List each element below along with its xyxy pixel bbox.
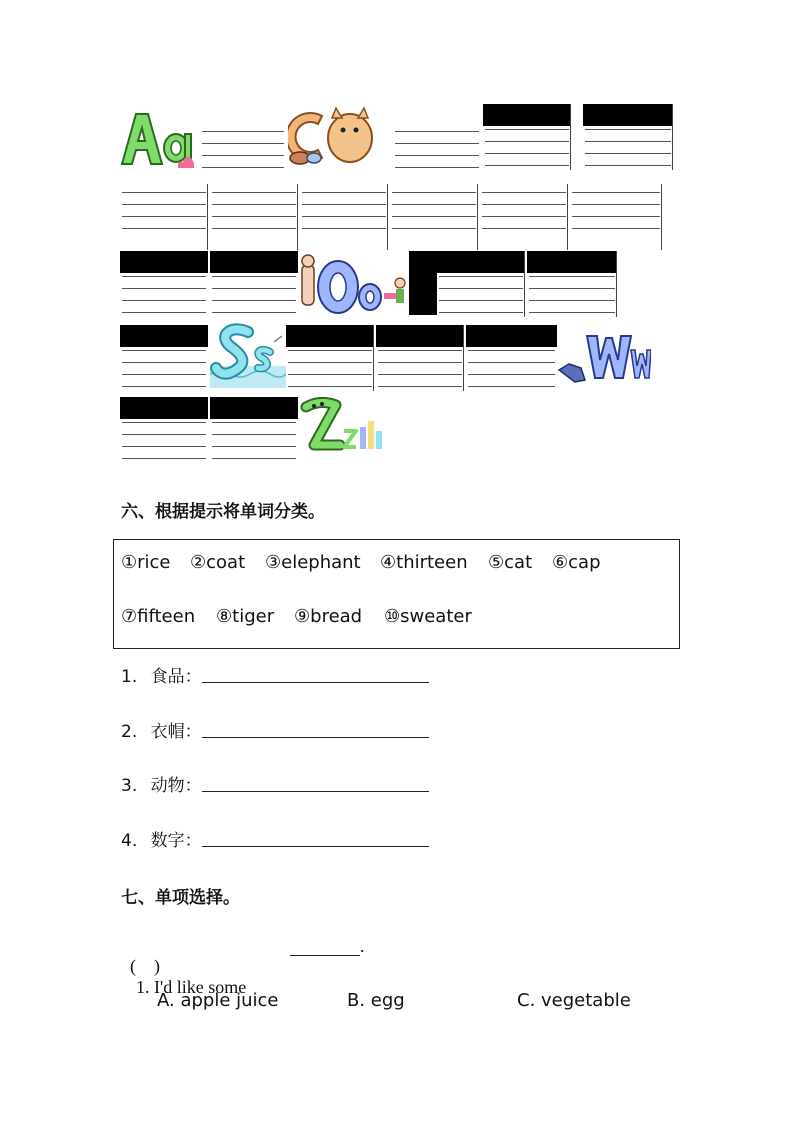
category-row: [121, 717, 202, 742]
category-number: 4.: [121, 831, 138, 851]
option-b[interactable]: B. egg: [347, 990, 405, 1011]
answer-blank[interactable]: [202, 737, 429, 738]
grid-cell: [210, 251, 298, 317]
category-number: 3.: [121, 776, 138, 796]
grid-cell: [120, 184, 208, 250]
category-number: 2.: [121, 722, 138, 742]
grid-cell: [437, 251, 525, 317]
grid-cell: [376, 325, 464, 391]
category-label: 动物：: [150, 776, 202, 796]
letter-s-picture: [210, 322, 286, 388]
answer-blank[interactable]: [202, 846, 429, 847]
answer-blank[interactable]: [202, 682, 429, 683]
letter-w-picture: [557, 326, 651, 386]
grid-cell: [527, 251, 617, 317]
category-label: 衣帽：: [150, 722, 202, 742]
word-item: ④thirteen: [380, 552, 468, 573]
question-end: .: [360, 936, 365, 956]
grid-cell: [583, 104, 673, 170]
word-item: ②coat: [190, 552, 246, 573]
section-6-title: 六、根据提示将单词分类。: [121, 502, 325, 522]
question-1: [121, 935, 246, 998]
category-label: 食品：: [150, 667, 202, 687]
question-blank[interactable]: [290, 955, 360, 956]
word-item: ⑩sweater: [384, 606, 472, 627]
word-item: ⑨bread: [294, 606, 363, 627]
category-row: [121, 826, 202, 851]
category-row: [121, 662, 202, 687]
grid-cell: [210, 184, 298, 250]
word-item: ⑧tiger: [216, 606, 275, 627]
word-item: ⑦fifteen: [121, 606, 196, 627]
black-block: [409, 251, 437, 315]
grid-cell: [570, 184, 662, 250]
grid-cell: [120, 397, 208, 463]
letter-c-picture: [288, 106, 376, 166]
word-item: ⑤cat: [488, 552, 533, 573]
word-bank-box: [113, 539, 680, 649]
grid-cell: [200, 123, 286, 189]
grid-cell: [466, 325, 557, 391]
category-number: 1.: [121, 667, 138, 687]
grid-cell: [210, 397, 298, 463]
grid-cell: [480, 184, 568, 250]
grid-cell: [120, 325, 208, 391]
category-row: [121, 771, 202, 796]
category-label: 数字：: [150, 831, 202, 851]
letter-a-picture: [118, 108, 200, 172]
grid-cell: [300, 184, 388, 250]
letter-z-picture: [300, 397, 384, 455]
word-item: ①rice: [121, 552, 171, 573]
answer-blank[interactable]: [202, 791, 429, 792]
answer-parentheses[interactable]: ( ): [130, 956, 160, 976]
grid-cell: [483, 104, 571, 170]
option-a[interactable]: A. apple juice: [157, 990, 279, 1011]
option-c[interactable]: C. vegetable: [517, 990, 631, 1011]
word-item: ③elephant: [265, 552, 361, 573]
section-7-title: 七、单项选择。: [121, 888, 240, 908]
grid-cell: [120, 251, 208, 317]
question-text: 1. I'd like some: [136, 977, 247, 997]
grid-cell: [393, 123, 481, 189]
letter-o-picture: [300, 253, 408, 317]
grid-cell: [286, 325, 374, 391]
word-item: ⑥cap: [552, 552, 601, 573]
grid-cell: [390, 184, 478, 250]
